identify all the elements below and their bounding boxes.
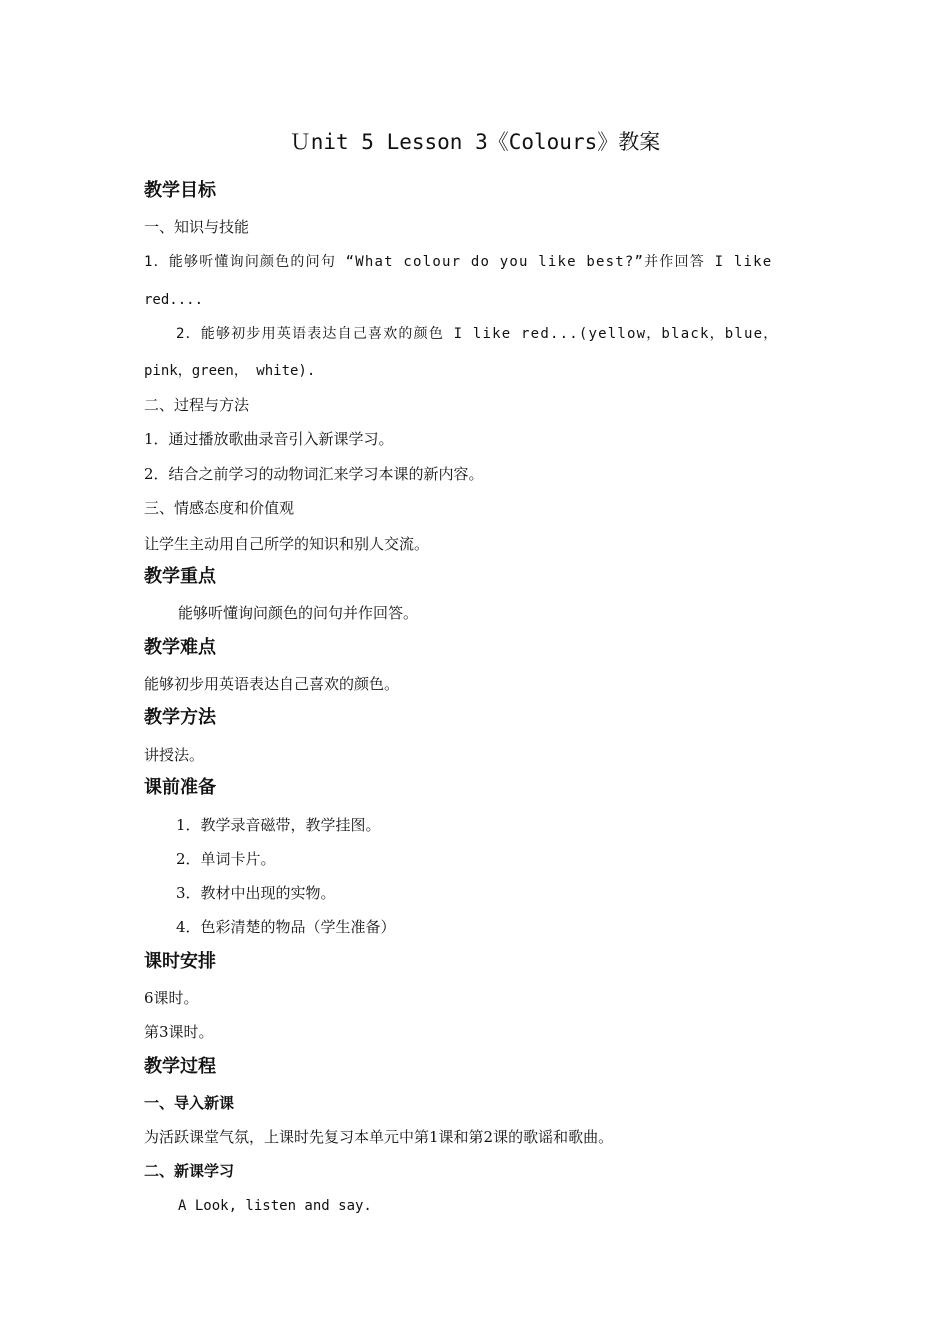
difficulties-text: 能够初步用英语表达自己喜欢的颜色。 (144, 675, 400, 693)
methods-text: 讲授法。 (144, 746, 205, 764)
subheading-knowledge-skills: 一、知识与技能 (144, 218, 250, 236)
preparation-item: 3．教材中出现的实物。 (176, 884, 336, 902)
heading-methods: 教学方法 (144, 707, 216, 728)
preparation-item: 1．教学录音磁带，教学挂图。 (176, 816, 381, 834)
subheading-new-lesson: 二、新课学习 (144, 1162, 235, 1180)
subheading-attitude-values: 三、情感态度和价值观 (144, 499, 295, 517)
preparation-item: 2．单词卡片。 (176, 850, 276, 868)
goal-item-1-line-2: red.... (144, 292, 204, 308)
heading-difficulties: 教学难点 (144, 637, 216, 658)
preparation-item: 4．色彩清楚的物品（学生准备） (176, 918, 396, 936)
heading-key-points: 教学重点 (144, 566, 216, 587)
key-points-text: 能够听懂询问颜色的问句并作回答。 (178, 604, 419, 622)
schedule-line-2: 第3课时。 (144, 1023, 214, 1041)
goal-item-2-line-2: pink，green， white). (144, 363, 316, 379)
heading-schedule: 课时安排 (144, 951, 216, 972)
new-lesson-text: A Look, listen and say. (178, 1198, 372, 1214)
heading-process: 教学过程 (144, 1056, 216, 1077)
process-item-2: 2．结合之前学习的动物词汇来学习本课的新内容。 (144, 465, 484, 483)
document-title: Ｕnit 5 Lesson 3《Colours》教案 (289, 130, 661, 154)
goal-item-2-line-1: 2．能够初步用英语表达自己喜欢的颜色 I like red...(yellow，black，blue， (176, 326, 779, 342)
goal-item-1-line-1: 1．能够听懂询问颜色的问句 “What colour do you like best?”并作回答 I like (144, 254, 773, 270)
subheading-introduction: 一、导入新课 (144, 1094, 235, 1112)
subheading-process-methods: 二、过程与方法 (144, 396, 250, 414)
attitude-text: 让学生主动用自己所学的知识和别人交流。 (144, 535, 430, 553)
schedule-line-1: 6课时。 (144, 989, 199, 1007)
heading-preparation: 课前准备 (144, 777, 216, 798)
process-item-1: 1．通过播放歌曲录音引入新课学习。 (144, 430, 394, 448)
heading-teaching-goals: 教学目标 (144, 180, 216, 201)
introduction-text: 为活跃课堂气氛，上课时先复习本单元中第1课和第2课的歌谣和歌曲。 (144, 1128, 614, 1146)
